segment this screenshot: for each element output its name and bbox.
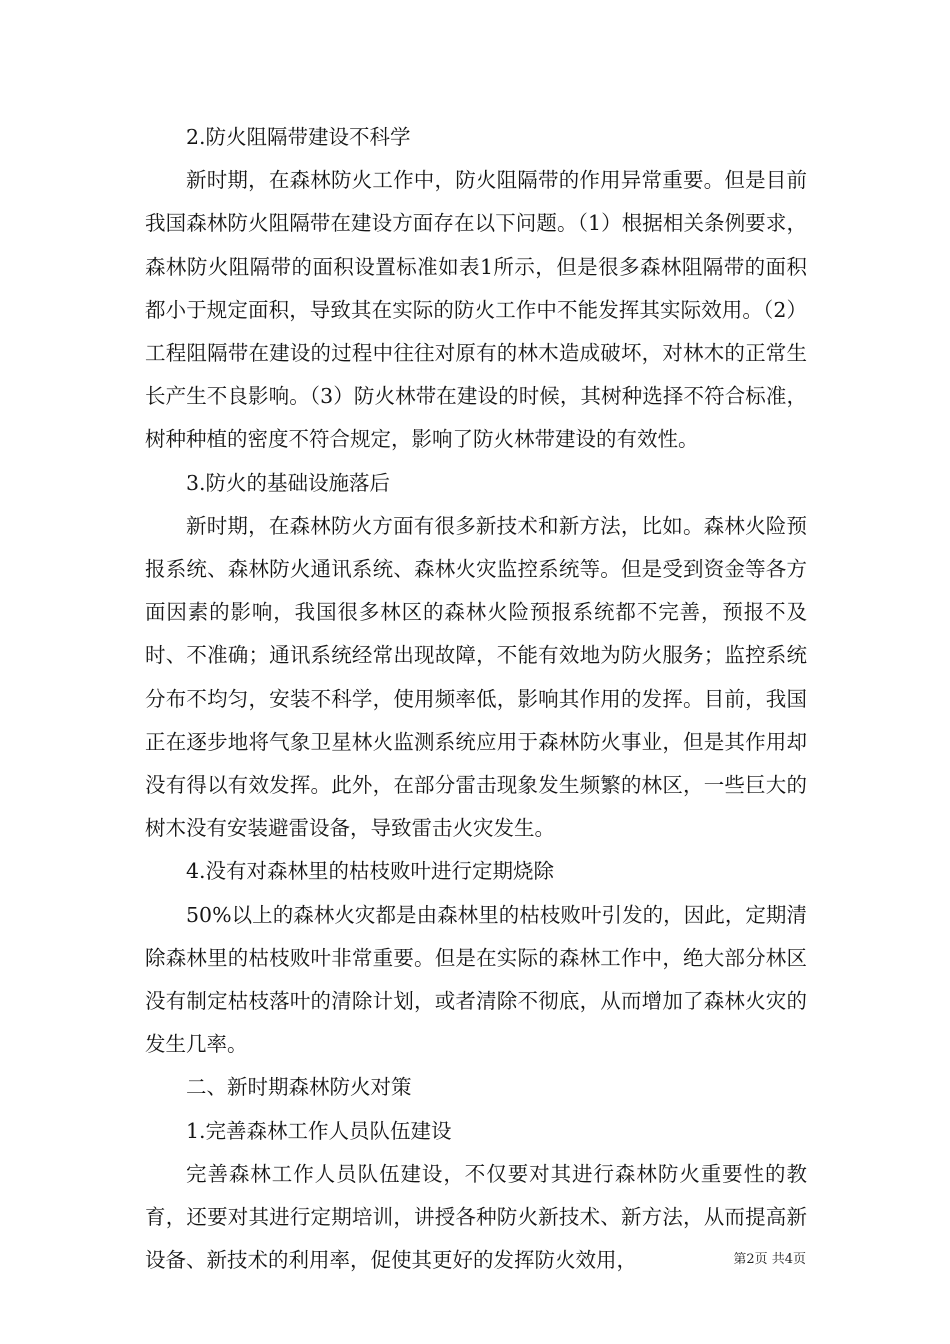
page-number: 第2页 共4页 [733,1252,806,1267]
paragraph-firebreak: 新时期，在森林防火工作中，防火阻隔带的作用异常重要。但是目前我国森林防火阻隔带在建设方面存在以下问题。（1）根据相关条例要求，森林防火阻隔带的面积设置标准如表1所示，但是很多森林阻隔带的面积都小于规定面积，导致其在实际的防火工作中不能发挥其实际效用。（2）工程阻隔带在建设的过程中往往对原有的林木造成破坏，对林木的正常生长产生不良影响。（3）防火林带在建设的时候，其树种选择不符合标准，树种种植的密度不符合规定，影响了防火林带建设的有效性。 [145,168,807,452]
paragraph-infrastructure: 新时期，在森林防火方面有很多新技术和新方法，比如。森林火险预报系统、森林防火通讯系统、森林火灾监控系统等。但是受到资金等各方面因素的影响，我国很多林区的森林火险预报系统都不完善，预报不及时、不准确；通讯系统经常出现故障，不能有效地为防火服务；监控系统分布不均匀，安装不科学，使用频率低，影响其作用的发挥。目前，我国正在逐步地将气象卫星林火监测系统应用于森林防火事业，但是其作用却没有得以有效发挥。此外，在部分雷击现象发生频繁的林区，一些巨大的树木没有安装避雷设备，导致雷击火灾发生。 [145,513,807,841]
heading-staff: 1.完善森林工作人员队伍建设 [186,1118,452,1143]
heading-infrastructure: 3.防火的基础设施落后 [186,470,391,495]
document-body [145,116,807,1282]
heading-deadwood: 4.没有对森林里的枯枝败叶进行定期烧除 [186,859,555,884]
heading-countermeasures: 二、新时期森林防火对策 [186,1075,412,1100]
paragraph-staff: 完善森林工作人员队伍建设，不仅要对其进行森林防火重要性的教育，还要对其进行定期培训，讲授各种防火新技术、新方法，从而提高新设备、新技术的利用率，促使其更好的发挥防火效用， [145,1161,807,1273]
heading-firebreak: 2.防火阻隔带建设不科学 [186,125,411,149]
paragraph-deadwood: 50%以上的森林火灾都是由森林里的枯枝败叶引发的，因此，定期清除森林里的枯枝败叶非常重要。但是在实际的森林工作中，绝大部分林区没有制定枯枝落叶的清除计划，或者清除不彻底，从而增加了森林火灾的发生几率。 [145,902,807,1057]
